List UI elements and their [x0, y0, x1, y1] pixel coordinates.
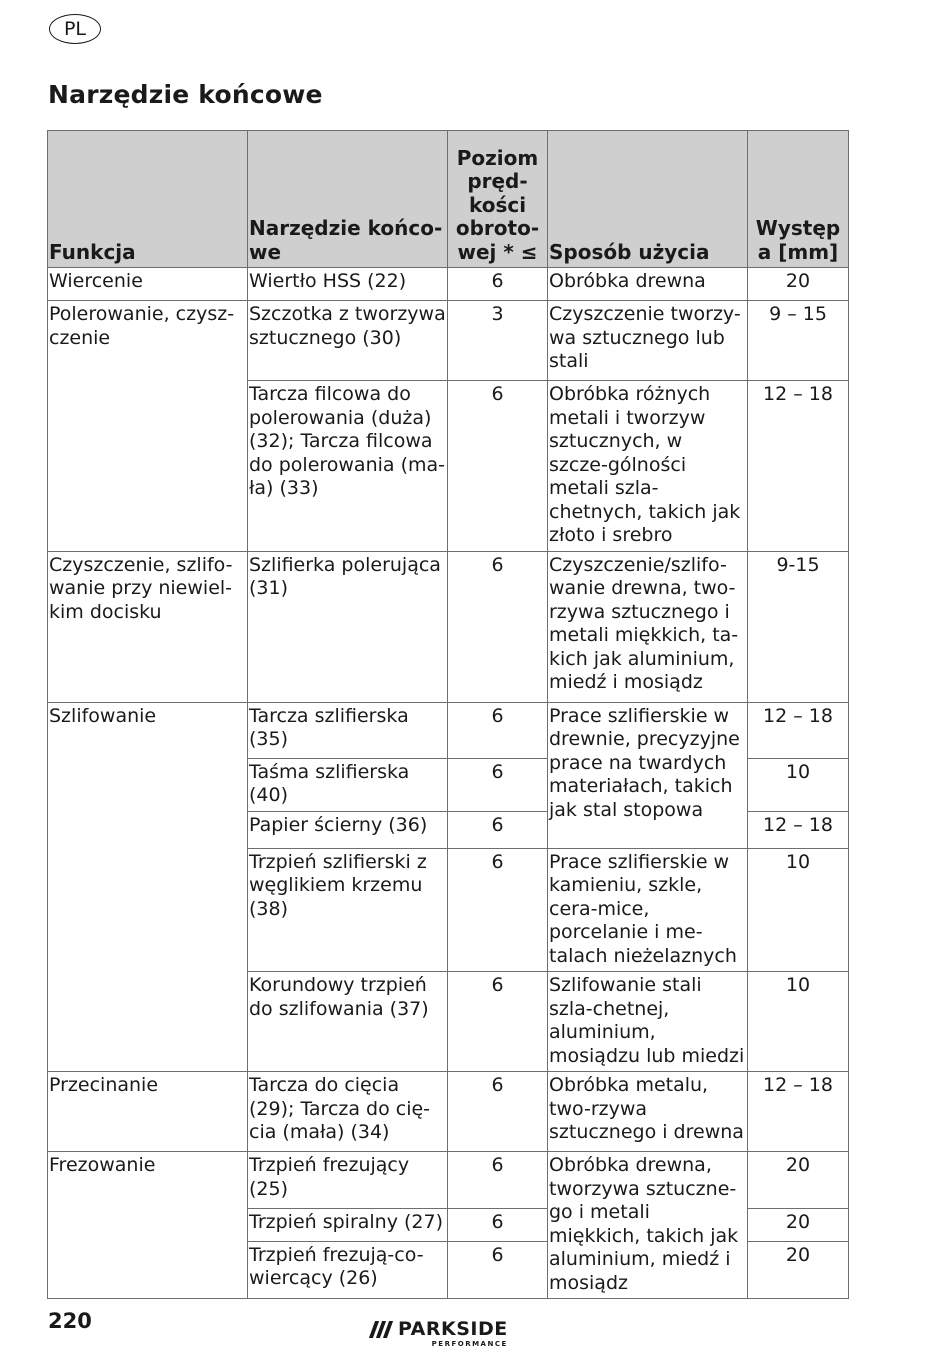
language-code: PL	[63, 18, 87, 40]
cell-protrusion: 20	[748, 1152, 849, 1209]
cell-function: Frezowanie	[48, 1152, 248, 1299]
brand-name: PARKSIDE	[398, 1318, 508, 1340]
cell-tool: Papier ścierny (36)	[248, 811, 448, 848]
table-header-row	[48, 131, 849, 268]
cell-tool: Trzpień szlifierski z węglikiem krzemu (38)	[248, 848, 448, 972]
cell-protrusion: 9-15	[748, 551, 849, 702]
cell-function: Polerowanie, czysz-czenie	[48, 301, 248, 552]
cell-protrusion: 12 – 18	[748, 1072, 849, 1152]
cell-tool: Tarcza do cięcia (29); Tarcza do cię-cia (mała) (34)	[248, 1072, 448, 1152]
cell-usage: Obróbka drewna	[548, 268, 748, 301]
cell-speed: 6	[448, 811, 548, 848]
page-title: Narzędzie końcowe	[48, 80, 323, 109]
header-protrusion: Występ a [mm]	[748, 131, 849, 268]
table-row	[48, 1072, 849, 1152]
brand-logo	[372, 1318, 508, 1349]
header-usage: Sposób użycia	[548, 131, 748, 268]
cell-usage: Obróbka drewna, tworzywa sztuczne-go i metali miękkich, takich jak aluminium, miedź i mosiądz	[548, 1152, 748, 1299]
cell-speed: 3	[448, 301, 548, 381]
cell-tool: Wiertło HSS (22)	[248, 268, 448, 301]
cell-speed: 6	[448, 1241, 548, 1298]
cell-tool: Szczotka z tworzywa sztucznego (30)	[248, 301, 448, 381]
cell-tool: Korundowy trzpień do szlifowania (37)	[248, 972, 448, 1072]
cell-usage: Czyszczenie tworzy-wa sztucznego lub stali	[548, 301, 748, 381]
header-function: Funkcja	[48, 131, 248, 268]
cell-speed: 6	[448, 1209, 548, 1242]
header-speed: Poziom pręd-kości obroto-wej * ≤	[448, 131, 548, 268]
cell-protrusion: 10	[748, 758, 849, 811]
language-badge	[49, 14, 101, 44]
cell-protrusion: 9 – 15	[748, 301, 849, 381]
cell-tool: Szlifierka polerująca (31)	[248, 551, 448, 702]
page-number: 220	[48, 1309, 92, 1333]
cell-tool: Trzpień frezujący (25)	[248, 1152, 448, 1209]
cell-tool: Trzpień spiralny (27)	[248, 1209, 448, 1242]
table-row	[48, 551, 849, 702]
header-tool: Narzędzie końco-we	[248, 131, 448, 268]
cell-tool: Taśma szlifierska (40)	[248, 758, 448, 811]
cell-speed: 6	[448, 1152, 548, 1209]
cell-protrusion: 20	[748, 1209, 849, 1242]
cell-usage: Prace szlifierskie w kamieniu, szkle, cera-mice, porcelanie i me-talach nieżelaznych	[548, 848, 748, 972]
cell-usage: Obróbka różnych metali i tworzyw sztucznych, w szcze-gólności metali szla-chetnych, takich jak złoto i srebro	[548, 381, 748, 552]
cell-usage: Szlifowanie stali szla-chetnej, aluminium, mosiądzu lub miedzi	[548, 972, 748, 1072]
cell-function: Przecinanie	[48, 1072, 248, 1152]
cell-protrusion: 12 – 18	[748, 702, 849, 758]
cell-protrusion: 20	[748, 1241, 849, 1298]
brand-slashes-icon	[372, 1321, 390, 1338]
tool-table	[47, 130, 849, 1299]
table-row	[48, 301, 849, 381]
cell-speed: 6	[448, 702, 548, 758]
cell-tool: Tarcza filcowa do polerowania (duża) (32); Tarcza filcowa do polerowania (ma-ła) (33)	[248, 381, 448, 552]
cell-function: Szlifowanie	[48, 702, 248, 1072]
table-row	[48, 1152, 849, 1209]
cell-protrusion: 20	[748, 268, 849, 301]
cell-protrusion: 10	[748, 848, 849, 972]
cell-function: Wiercenie	[48, 268, 248, 301]
brand-subtitle: PERFORMANCE	[431, 1340, 508, 1348]
cell-speed: 6	[448, 551, 548, 702]
cell-speed: 6	[448, 848, 548, 972]
cell-tool: Tarcza szlifierska (35)	[248, 702, 448, 758]
cell-speed: 6	[448, 758, 548, 811]
cell-usage: Obróbka metalu, two-rzywa sztucznego i drewna	[548, 1072, 748, 1152]
cell-speed: 6	[448, 268, 548, 301]
cell-protrusion: 12 – 18	[748, 811, 849, 848]
table-row	[48, 268, 849, 301]
cell-speed: 6	[448, 972, 548, 1072]
cell-protrusion: 10	[748, 972, 849, 1072]
cell-usage: Prace szlifierskie w drewnie, precyzyjne prace na twardych materiałach, takich jak stal stopowa	[548, 702, 748, 848]
table-row	[48, 702, 849, 758]
cell-protrusion: 12 – 18	[748, 381, 849, 552]
cell-speed: 6	[448, 1072, 548, 1152]
cell-function: Czyszczenie, szlifo-wanie przy niewiel-kim docisku	[48, 551, 248, 702]
cell-tool: Trzpień frezują-co-wiercący (26)	[248, 1241, 448, 1298]
cell-usage: Czyszczenie/szlifo-wanie drewna, two-rzywa sztucznego i metali miękkich, ta-kich jak aluminium, miedź i mosiądz	[548, 551, 748, 702]
cell-speed: 6	[448, 381, 548, 552]
